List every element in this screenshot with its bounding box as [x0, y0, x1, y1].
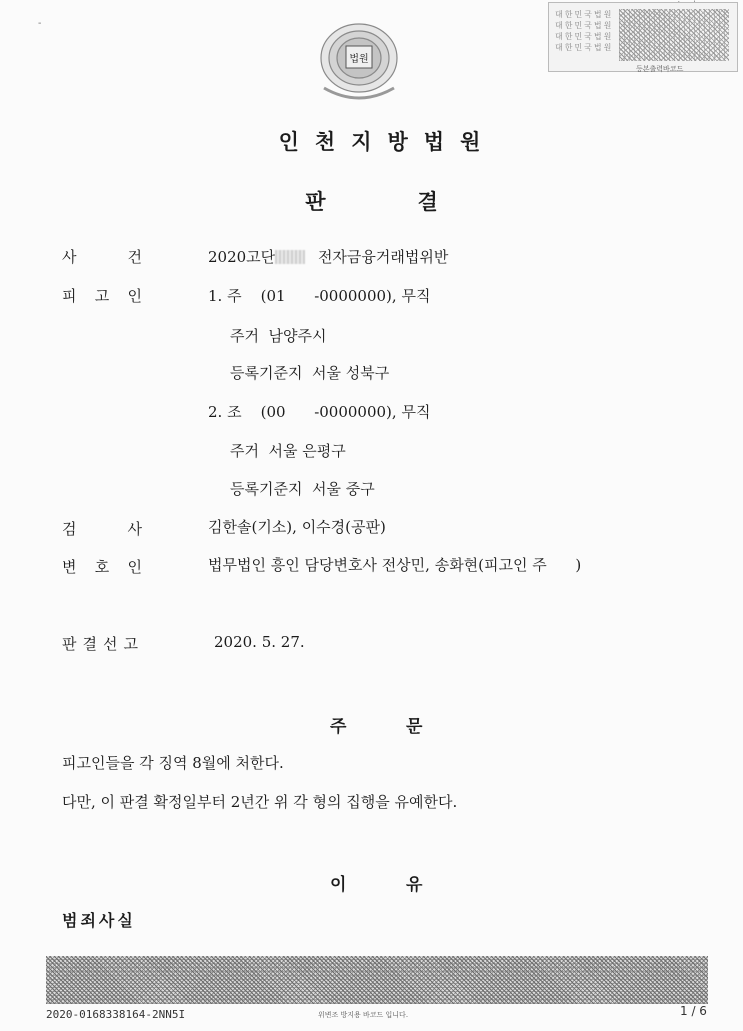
defendant-2-line: 2. 조 (00 -0000000), 무직 [208, 403, 431, 421]
label-char: 호 [94, 558, 110, 576]
case-name: 전자금융거래법위반 [317, 248, 449, 266]
label-char: 사 [127, 520, 142, 538]
stamp-cell: 대한민국법원 [555, 21, 614, 30]
case-number: 2020고단 [208, 248, 276, 266]
security-barcode [46, 956, 708, 1004]
label-char: 변 [62, 558, 77, 576]
order-heading-char: 문 [406, 717, 423, 737]
stamp-cell: 대한민국법원 [555, 32, 614, 41]
defendant-1-line: 1. 주 (01 -0000000), 무직 [208, 287, 431, 305]
label-char: 사 [62, 248, 77, 266]
emblem-text: 법원 [349, 54, 369, 65]
reason-heading-char: 유 [406, 875, 423, 895]
defendant-1-address: 주거 남양주시 [230, 327, 327, 345]
label-char: 인 [127, 287, 142, 305]
label-char: 건 [127, 248, 142, 266]
crimes-title: 범죄사실 [62, 911, 136, 930]
redaction-mark [275, 250, 305, 264]
order-line-1: 피고인들을 각 징역 8월에 처한다. [62, 754, 284, 772]
defendant-1-registry: 등록기준지 서울 성북구 [230, 364, 390, 382]
order-line-2: 다만, 이 판결 확정일부터 2년간 위 각 형의 집행을 유예한다. [62, 793, 458, 811]
defendant-label [62, 285, 142, 306]
prosecutor-label [62, 518, 142, 539]
stamp-cell: 대한민국법원 [555, 10, 614, 19]
sentencing-date: 2020. 5. 27. [214, 633, 305, 651]
defendant-2-registry: 등록기준지 서울 중구 [230, 480, 375, 498]
label-char: 검 [62, 520, 77, 538]
court-emblem-icon [316, 18, 402, 102]
stamp-caption: 등본출력바코드 [636, 65, 684, 73]
corner-mark: - [38, 18, 42, 29]
barcode-note: 위변조 방지용 바코드 입니다. [318, 1011, 409, 1019]
defendant-2-address: 주거 서울 은평구 [230, 442, 346, 460]
order-heading-char: 주 [330, 717, 347, 737]
case-label [62, 246, 142, 267]
counsel-value: 법무법인 흥인 담당변호사 전상민, 송화현(피고인 주 ) [208, 556, 582, 574]
case-value [208, 246, 448, 267]
label-char: 고 [94, 287, 110, 305]
stamp-cell: 대한민국법원 [555, 43, 614, 52]
label-char: 피 [62, 287, 77, 305]
label-char: 인 [127, 558, 142, 576]
page-number: 1 / 6 [680, 1004, 707, 1018]
reason-heading-char: 이 [330, 875, 347, 895]
stamp-barcode [619, 9, 729, 61]
document-id: 2020-0168338164-2NN5I [46, 1008, 186, 1021]
judgment-title-char: 결 [417, 190, 438, 214]
judgment-title [0, 186, 743, 216]
prosecutor-value: 김한솔(기소), 이수경(공판) [208, 518, 386, 536]
verification-stamp [548, 2, 738, 72]
sentencing-label: 판결선고 [62, 635, 144, 653]
judgment-title-char: 판 [305, 190, 326, 214]
court-name: 인천지방법원 [278, 130, 497, 154]
stamp-cells [555, 9, 615, 53]
counsel-label [62, 556, 142, 577]
